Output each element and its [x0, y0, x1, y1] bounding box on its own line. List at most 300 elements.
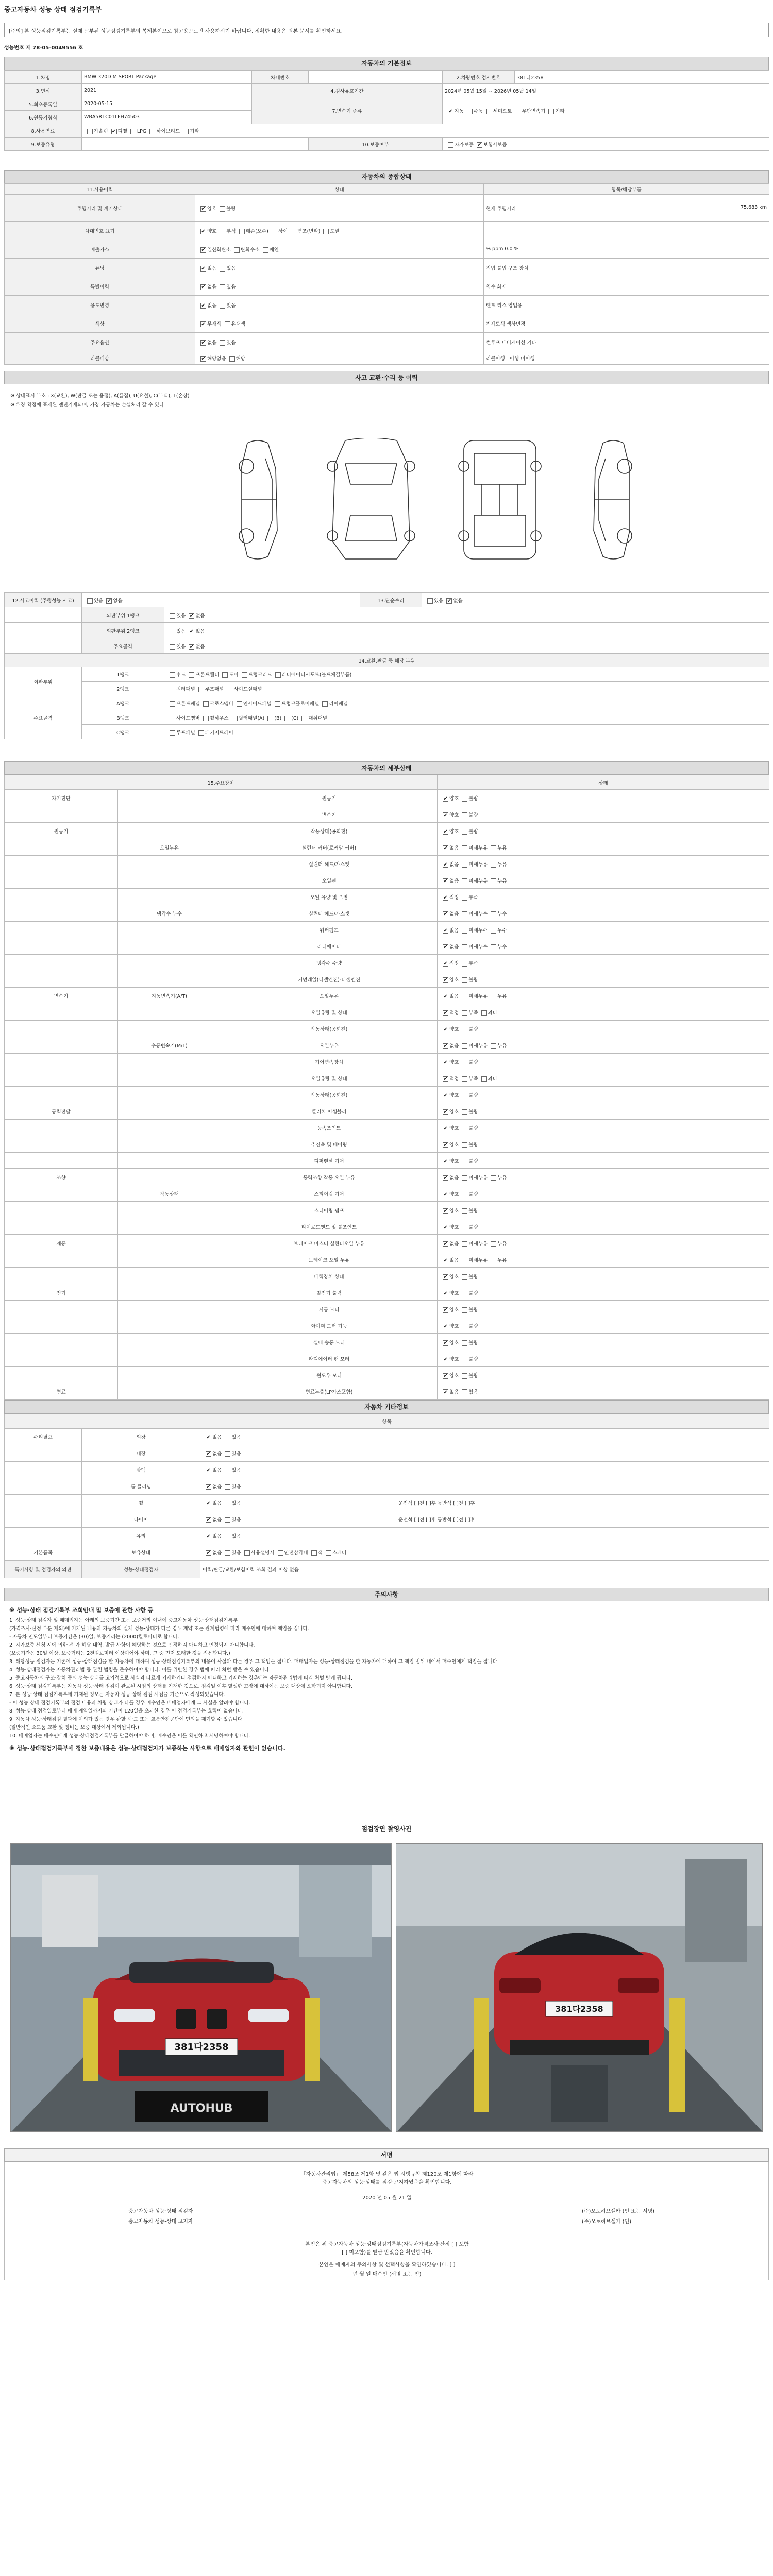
mileage-value: 75,683 km: [740, 204, 767, 210]
checkbox[interactable]: [200, 206, 206, 212]
checkbox-label: 양호: [449, 977, 459, 983]
detail-options: [438, 905, 769, 922]
checkbox[interactable]: [462, 1291, 467, 1296]
caution-line: - 자동차 인도일부터 보증기간은 (30)일, 보증거리는 (2000)킬로미터로 합니다.: [9, 1634, 179, 1640]
checkbox[interactable]: [200, 303, 206, 309]
detail-group: [5, 1004, 118, 1021]
checkbox[interactable]: [278, 1550, 283, 1556]
checkbox[interactable]: [491, 878, 496, 884]
checkbox[interactable]: [462, 1340, 467, 1346]
detail-options: [438, 1317, 769, 1334]
frame-title: 14.교환,판금 등 해당 부위: [5, 654, 769, 667]
overall-item-options: [195, 277, 484, 296]
checkbox[interactable]: [239, 229, 245, 234]
checkbox[interactable]: [284, 716, 290, 721]
checkbox[interactable]: [206, 1501, 211, 1506]
checkbox[interactable]: [491, 944, 496, 950]
checkbox[interactable]: [225, 1517, 230, 1523]
checkbox-label: 미세누유: [468, 861, 488, 868]
checkbox[interactable]: [443, 1291, 448, 1296]
checkbox[interactable]: [462, 1093, 467, 1098]
checkbox[interactable]: [206, 1534, 211, 1539]
checkbox[interactable]: [443, 1373, 448, 1379]
checkbox[interactable]: [326, 1550, 331, 1556]
checkbox[interactable]: [301, 716, 307, 721]
checkbox[interactable]: [87, 598, 93, 604]
other-options: [200, 1495, 396, 1511]
checkbox[interactable]: [443, 895, 448, 901]
checkbox[interactable]: [462, 1175, 467, 1181]
checkbox[interactable]: [443, 1076, 448, 1082]
checkbox[interactable]: [222, 672, 228, 678]
checkbox-label: 불량: [468, 1059, 478, 1065]
checkbox[interactable]: [227, 687, 232, 692]
checkbox[interactable]: [206, 1435, 211, 1440]
checkbox[interactable]: [443, 878, 448, 884]
detail-group: [5, 856, 118, 872]
checkbox[interactable]: [462, 878, 467, 884]
checkbox[interactable]: [200, 229, 206, 234]
checkbox-label: 누유: [497, 1043, 507, 1049]
caution-line: 4. 성능·상태점검자는 자동차관리법 등 관련 법령을 준수하여야 합니다. 이를 위반한 경우 법에 따라 처벌 받을 수 있습니다.: [9, 1667, 271, 1673]
checkbox[interactable]: [462, 1241, 467, 1247]
checkbox-label: 루프패널: [205, 686, 224, 692]
checkbox[interactable]: [200, 247, 206, 253]
detail-item: 동력조향 작동 오일 누유: [221, 1169, 438, 1185]
detail-subgroup: [118, 1169, 221, 1185]
checkbox[interactable]: [106, 598, 112, 604]
checkbox[interactable]: [220, 229, 225, 234]
detail-subgroup: [118, 955, 221, 971]
overall-item-extra: [484, 296, 769, 314]
sign-statement-2: 중고자동차의 성능·상태를 점검·고지하였음을 확인합니다.: [322, 2180, 452, 2185]
checkbox[interactable]: [462, 1373, 467, 1379]
dealer-label: 중고자동차 성능·상태 고지자: [128, 2219, 193, 2225]
detail-group: [5, 1153, 118, 1169]
checkbox[interactable]: [448, 142, 453, 148]
checkbox[interactable]: [491, 845, 496, 851]
checkbox[interactable]: [462, 1109, 467, 1115]
checkbox[interactable]: [203, 701, 209, 707]
checkbox[interactable]: [467, 109, 473, 114]
checkbox[interactable]: [206, 1468, 211, 1473]
detail-subgroup: [118, 1202, 221, 1218]
checkbox[interactable]: [322, 701, 328, 707]
checkbox[interactable]: [198, 730, 204, 736]
checkbox-label: 없음: [449, 1257, 459, 1263]
checkbox[interactable]: [481, 1010, 487, 1016]
checkbox-label: 없음: [449, 845, 459, 851]
detail-subgroup: [118, 1301, 221, 1317]
caution-text: [4, 1602, 769, 1808]
checkbox[interactable]: [220, 284, 225, 290]
checkbox[interactable]: [443, 1175, 448, 1181]
other-item: 내장: [82, 1445, 200, 1462]
checkbox[interactable]: [189, 644, 194, 650]
checkbox[interactable]: [189, 613, 194, 619]
checkbox[interactable]: [462, 911, 467, 917]
checkbox[interactable]: [443, 1093, 448, 1098]
checkbox-label: 없음: [212, 1434, 222, 1440]
checkbox-label: 양호: [449, 1191, 459, 1197]
checkbox[interactable]: [443, 1357, 448, 1362]
checkbox[interactable]: [225, 1435, 230, 1440]
checkbox[interactable]: [189, 672, 194, 678]
checkbox[interactable]: [225, 1534, 230, 1539]
detail-subgroup: [118, 971, 221, 988]
detail-subgroup: [118, 790, 221, 806]
checkbox-label: 있음: [468, 1389, 478, 1395]
checkbox[interactable]: [462, 1258, 467, 1263]
checkbox[interactable]: [443, 1142, 448, 1148]
checkbox-label: 해당: [236, 355, 246, 362]
checkbox[interactable]: [443, 1159, 448, 1164]
checkbox-label: 있음: [231, 1484, 241, 1490]
checker-opinion-label: 성능·상태점검자: [82, 1561, 200, 1578]
checkbox-label: 미세누유: [468, 1241, 488, 1247]
checkbox[interactable]: [462, 1274, 467, 1280]
checkbox[interactable]: [462, 1060, 467, 1065]
checkbox-label: 양호: [449, 1356, 459, 1362]
checkbox-label: 미세누유: [468, 845, 488, 851]
checkbox-label: 불량: [468, 1026, 478, 1032]
document-title: 중고자동차 성능 상태 점검기록부: [4, 6, 102, 14]
checkbox[interactable]: [443, 994, 448, 999]
other-extra: [396, 1429, 769, 1445]
checkbox[interactable]: [149, 129, 155, 134]
other-item: 휠: [82, 1495, 200, 1511]
checkbox[interactable]: [170, 730, 175, 736]
other-options: [200, 1544, 396, 1561]
checkbox[interactable]: [462, 1126, 467, 1131]
caution-line: 3. 해당성능 점검자는 기존에 성능·상태점검을 한 자동차에 대하여 성능·상태점검기록부의 내용이 사실과 다른 경우 그 책임을 집니다. 매매업자는 성능·상태점검을 한 자동차에 대하여 그 책임 범위 내에서 매수인에게 책임을 집니다.: [9, 1659, 499, 1665]
checkbox[interactable]: [548, 109, 554, 114]
overall-item-extra: [484, 277, 769, 296]
checkbox[interactable]: [311, 1550, 317, 1556]
checkbox[interactable]: [232, 716, 238, 721]
checkbox[interactable]: [462, 862, 467, 868]
checkbox[interactable]: [491, 928, 496, 934]
checkbox-label: 누유: [497, 1241, 507, 1247]
checkbox[interactable]: [462, 1225, 467, 1230]
accident-label: 12.사고이력 (주행성능 사고): [5, 593, 82, 607]
detail-state-table: [4, 775, 769, 1400]
detail-group: 조향: [5, 1169, 118, 1185]
checkbox[interactable]: [462, 977, 467, 983]
checkbox[interactable]: [491, 911, 496, 917]
checkbox[interactable]: [443, 1043, 448, 1049]
detail-subgroup: [118, 823, 221, 839]
caution-line: 7. 본 성능·상태 점검기록부에 기재된 정보는 자동차 성능·상태 점검 시점을 기준으로 작성되었습니다.: [9, 1692, 225, 1698]
checkbox[interactable]: [462, 1076, 467, 1082]
checkbox[interactable]: [486, 109, 492, 114]
frame-parts: [164, 667, 769, 682]
label-car-name: 1.차명: [5, 71, 82, 84]
checkbox[interactable]: [491, 1258, 496, 1263]
checkbox[interactable]: [170, 629, 175, 634]
checkbox[interactable]: [275, 701, 280, 707]
checkbox[interactable]: [443, 1258, 448, 1263]
checkbox[interactable]: [225, 1501, 230, 1506]
checkbox[interactable]: [206, 1484, 211, 1490]
detail-options: [438, 1251, 769, 1268]
checkbox[interactable]: [491, 1241, 496, 1247]
checkbox[interactable]: [225, 1550, 230, 1556]
checkbox[interactable]: [462, 1357, 467, 1362]
detail-item: 커먼레일(디젤엔진)-디젤엔진: [221, 971, 438, 988]
checkbox[interactable]: [443, 928, 448, 934]
detail-item: 스티어링 기어: [221, 1185, 438, 1202]
checkbox[interactable]: [198, 687, 204, 692]
checkbox[interactable]: [203, 716, 209, 721]
detail-options: [438, 1103, 769, 1120]
checkbox[interactable]: [443, 1010, 448, 1016]
checkbox[interactable]: [462, 1389, 467, 1395]
checkbox-label: 불량: [468, 1372, 478, 1379]
other-item: 보유상태: [82, 1544, 200, 1561]
checkbox[interactable]: [111, 129, 117, 134]
checkbox[interactable]: [443, 1307, 448, 1313]
checkbox[interactable]: [515, 109, 520, 114]
checkbox[interactable]: [200, 340, 206, 346]
checkbox-label: 있음: [434, 598, 444, 604]
checkbox[interactable]: [462, 1027, 467, 1032]
checkbox[interactable]: [491, 1175, 496, 1181]
checkbox[interactable]: [443, 862, 448, 868]
detail-options: [438, 1185, 769, 1202]
checkbox-label: 과다: [488, 1010, 498, 1016]
checkbox[interactable]: [443, 944, 448, 950]
checkbox-label: 변조(변타): [297, 228, 321, 234]
checkbox-label: 불량: [226, 206, 236, 212]
checkbox[interactable]: [170, 613, 175, 619]
checkbox[interactable]: [491, 862, 496, 868]
checkbox[interactable]: [189, 629, 194, 634]
checkbox[interactable]: [234, 247, 240, 253]
checkbox[interactable]: [443, 796, 448, 802]
checkbox[interactable]: [443, 1389, 448, 1395]
checkbox[interactable]: [244, 1550, 250, 1556]
detail-item: 오일유량 및 상태: [221, 1004, 438, 1021]
detail-group: [5, 905, 118, 922]
checkbox[interactable]: [443, 1324, 448, 1329]
checkbox[interactable]: [462, 1010, 467, 1016]
checkbox[interactable]: [170, 701, 175, 707]
detail-item: 작동상태(공회전): [221, 1021, 438, 1037]
checkbox[interactable]: [462, 812, 467, 818]
checkbox-label: 없음: [212, 1550, 222, 1556]
checker-opinion: 이력/판금/교환/보험이력 조회 결과 이상 없음: [200, 1561, 769, 1578]
accident-rank-options: [164, 607, 769, 623]
checkbox[interactable]: [443, 1027, 448, 1032]
inspection-photo-rear: [396, 1843, 763, 2132]
detail-group: [5, 1301, 118, 1317]
checkbox[interactable]: [200, 284, 206, 290]
checkbox-label: 불량: [468, 828, 478, 835]
checkbox[interactable]: [491, 1043, 496, 1049]
checkbox[interactable]: [170, 644, 175, 650]
overall-item-label: 주행거리 및 계기상태: [5, 195, 195, 222]
checkbox[interactable]: [225, 1451, 230, 1457]
checkbox[interactable]: [206, 1517, 211, 1523]
other-group: [5, 1445, 82, 1462]
checkbox[interactable]: [462, 961, 467, 967]
checkbox[interactable]: [462, 1142, 467, 1148]
detail-options: [438, 1367, 769, 1383]
detail-group: [5, 1070, 118, 1087]
checkbox[interactable]: [443, 1060, 448, 1065]
buyer-statement-2: [ ] 미포함)를 발급 받았음을 확인합니다.: [342, 2250, 432, 2256]
checkbox-label: 트렁크리드: [248, 672, 272, 678]
label-warranty: 10.보증여부: [309, 138, 443, 151]
detail-subgroup: [118, 806, 221, 823]
checkbox-label: 탄화수소: [240, 247, 260, 253]
checkbox[interactable]: [491, 994, 496, 999]
checkbox[interactable]: [200, 266, 206, 272]
checkbox[interactable]: [220, 266, 225, 272]
checkbox[interactable]: [462, 829, 467, 835]
overall-item-label: 튜닝: [5, 259, 195, 277]
checkbox-label: 불량: [468, 1323, 478, 1329]
checkbox[interactable]: [443, 812, 448, 818]
checkbox[interactable]: [443, 1241, 448, 1247]
checkbox[interactable]: [462, 928, 467, 934]
section-caution: 주의사항: [4, 1588, 769, 1601]
checkbox[interactable]: [462, 796, 467, 802]
checkbox-label: 수동: [474, 108, 483, 114]
detail-subgroup: [118, 1367, 221, 1383]
checkbox[interactable]: [225, 1468, 230, 1473]
detail-subgroup: [118, 1383, 221, 1400]
warranty-type-value: [82, 138, 309, 151]
document-number: 성능번호 제 78-05-0049556 호: [4, 45, 83, 51]
accident-table: [4, 592, 769, 739]
checkbox[interactable]: [462, 1324, 467, 1329]
checkbox-label: 도말: [330, 228, 340, 234]
checkbox-label: 있음: [231, 1451, 241, 1457]
checkbox[interactable]: [443, 1274, 448, 1280]
car-name-value: BMW 320D M SPORT Package: [82, 71, 252, 84]
checkbox[interactable]: [323, 229, 329, 234]
detail-item: 오일누유: [221, 1037, 438, 1054]
checkbox-label: 양호: [449, 1208, 459, 1214]
checkbox[interactable]: [446, 598, 452, 604]
checkbox-label: 무단변속기: [522, 108, 546, 114]
checkbox[interactable]: [220, 206, 225, 212]
checkbox[interactable]: [443, 1192, 448, 1197]
checkbox[interactable]: [225, 1484, 230, 1490]
checkbox[interactable]: [448, 109, 453, 114]
checkbox-label: 자가보증: [455, 142, 474, 148]
detail-group: [5, 1350, 118, 1367]
checkbox[interactable]: [225, 321, 230, 327]
checkbox[interactable]: [200, 356, 206, 362]
checkbox[interactable]: [462, 944, 467, 950]
checkbox[interactable]: [237, 701, 242, 707]
checkbox[interactable]: [242, 672, 247, 678]
checkbox-label: 누수: [497, 944, 507, 950]
checkbox-label: 스패너: [332, 1550, 347, 1556]
checkbox[interactable]: [462, 895, 467, 901]
checkbox[interactable]: [275, 672, 281, 678]
checkbox[interactable]: [462, 1307, 467, 1313]
checkbox[interactable]: [87, 129, 93, 134]
checkbox[interactable]: [220, 303, 225, 309]
checkbox[interactable]: [170, 687, 175, 692]
checkbox[interactable]: [130, 129, 136, 134]
checkbox[interactable]: [170, 672, 175, 678]
checkbox[interactable]: [272, 229, 277, 234]
checkbox[interactable]: [229, 356, 235, 362]
checkbox[interactable]: [200, 321, 206, 327]
checkbox[interactable]: [443, 911, 448, 917]
checkbox[interactable]: [477, 142, 482, 148]
checkbox[interactable]: [443, 1126, 448, 1131]
overall-head-usage: 11.사용이력: [5, 184, 195, 195]
checkbox[interactable]: [267, 716, 273, 721]
other-group: [5, 1528, 82, 1544]
checkbox[interactable]: [462, 1043, 467, 1049]
checkbox[interactable]: [443, 1109, 448, 1115]
checkbox[interactable]: [183, 129, 189, 134]
label-fuel: 8.사용연료: [5, 124, 82, 138]
checkbox-label: 미세누유: [468, 1043, 488, 1049]
frame-rank: A랭크: [82, 696, 164, 710]
basic-info-table: [4, 70, 769, 151]
checkbox-label: 없음: [195, 628, 205, 634]
checkbox[interactable]: [443, 1208, 448, 1214]
checkbox[interactable]: [462, 845, 467, 851]
checkbox[interactable]: [481, 1076, 487, 1082]
checkbox[interactable]: [443, 1340, 448, 1346]
checkbox[interactable]: [443, 961, 448, 967]
checkbox[interactable]: [220, 340, 225, 346]
detail-group: [5, 1021, 118, 1037]
car-left-side-view: [239, 440, 277, 559]
detail-options: [438, 1087, 769, 1103]
simple-repair-label: 13.단순수리: [360, 593, 422, 607]
caution-line: 6. 성능·상태 점검기록부는 자동차 성능·상태 점검이 완료된 시점의 상태를 기재한 것으로, 점검일 이후 발생한 고장에 대하여는 보증 대상에 포함되지 아니합니다.: [9, 1684, 352, 1689]
checkbox[interactable]: [462, 994, 467, 999]
checkbox[interactable]: [206, 1451, 211, 1457]
detail-group: [5, 1087, 118, 1103]
checkbox[interactable]: [443, 845, 448, 851]
checkbox[interactable]: [443, 977, 448, 983]
checkbox-label: 기타: [190, 128, 199, 134]
checkbox[interactable]: [427, 598, 433, 604]
checkbox[interactable]: [443, 829, 448, 835]
checkbox[interactable]: [443, 1225, 448, 1230]
checkbox-label: 불량: [468, 1307, 478, 1313]
checkbox-label: 매연: [269, 247, 279, 253]
other-extra: [396, 1445, 769, 1462]
checkbox[interactable]: [462, 1192, 467, 1197]
detail-group: [5, 1120, 118, 1136]
checkbox[interactable]: [462, 1159, 467, 1164]
checkbox[interactable]: [462, 1208, 467, 1214]
detail-options: [438, 1004, 769, 1021]
detail-item: 오일팬: [221, 872, 438, 889]
checkbox[interactable]: [206, 1550, 211, 1556]
checkbox-label: 누수: [497, 927, 507, 934]
overall-extra: 썬루프 내비게이션 기타: [486, 340, 536, 346]
checkbox-label: 양호: [449, 1274, 459, 1280]
checkbox[interactable]: [291, 229, 296, 234]
checkbox[interactable]: [170, 716, 175, 721]
caution-line: - 이 성능·상태 점검기록부의 점검 내용과 차량 상태가 다를 경우 매수인은 매매업자에게 그 사실을 알려야 합니다.: [9, 1700, 250, 1706]
overall-head-state: 상태: [195, 184, 484, 195]
checkbox[interactable]: [263, 247, 268, 253]
